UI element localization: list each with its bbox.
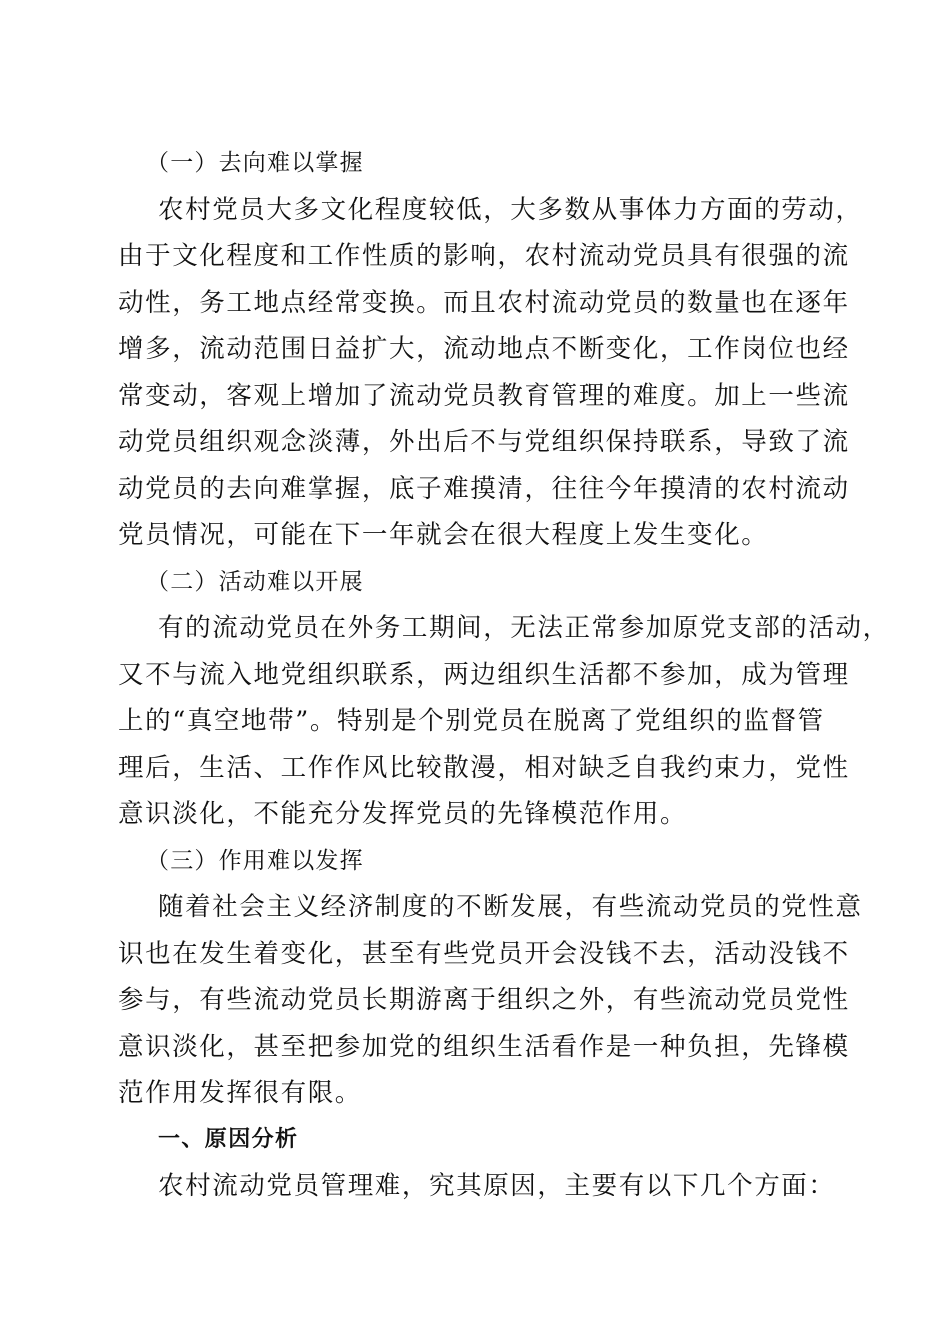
section-4-heading: 一、原因分析 [158,1126,299,1152]
paragraph-line: 识也在发生着变化，甚至有些党员开会没钱不去，活动没钱不 [118,938,850,969]
section-4 [118,1117,836,1210]
paragraph-line: 农村流动党员管理难，究其原因，主要有以下几个方面： [158,1171,836,1201]
paragraph-line: 意识淡化，不能充分发挥党员的先锋模范作用。 [118,799,688,829]
paragraph-line: 理后，生活、工作作风比较散漫，相对缺乏自我约束力，党性 [118,752,850,783]
section-3 [118,838,863,1117]
section-1 [118,140,863,559]
paragraph-line: 增多，流动范围日益扩大，流动地点不断变化，工作岗位也经 [118,334,850,364]
paragraph-line: 范作用发挥很有限。 [118,1078,362,1108]
section-3-heading: （三）作用难以发挥 [146,847,364,874]
paragraph-line: 有的流动党员在外务工期间，无法正常参加原党支部的活动， [158,613,890,643]
paragraph-line: 农村党员大多文化程度较低，大多数从事体力方面的劳动， [158,194,863,225]
document-body [118,140,890,1210]
paragraph-line: 上的“真空地带”。特别是个别党员在脱离了党组织的监督管 [118,706,825,736]
paragraph-line: 动党员的去向难掌握，底子难摸清，往往今年摸清的农村流动 [118,473,850,504]
paragraph-line: 常变动，客观上增加了流动党员教育管理的难度。加上一些流 [118,380,850,411]
paragraph-line: 参与，有些流动党员长期游离于组织之外，有些流动党员党性 [118,985,850,1015]
paragraph-line: 意识淡化，甚至把参加党的组织生活看作是一种负担，先锋模 [118,1031,850,1062]
paragraph-line: 又不与流入地党组织联系，两边组织生活都不参加，成为管理 [118,659,850,690]
section-1-heading: （一）去向难以掌握 [146,150,364,176]
section-2 [118,559,890,838]
section-2-heading: （二）活动难以开展 [146,568,364,595]
paragraph-line: 随着社会主义经济制度的不断发展，有些流动党员的党性意 [158,892,863,922]
paragraph-line: 由于文化程度和工作性质的影响，农村流动党员具有很强的流 [118,241,850,271]
paragraph-line: 动党员组织观念淡薄，外出后不与党组织保持联系，导致了流 [118,427,850,457]
paragraph-line: 党员情况，可能在下一年就会在很大程度上发生变化。 [118,520,769,550]
paragraph-line: 动性，务工地点经常变换。而且农村流动党员的数量也在逐年 [118,287,850,318]
